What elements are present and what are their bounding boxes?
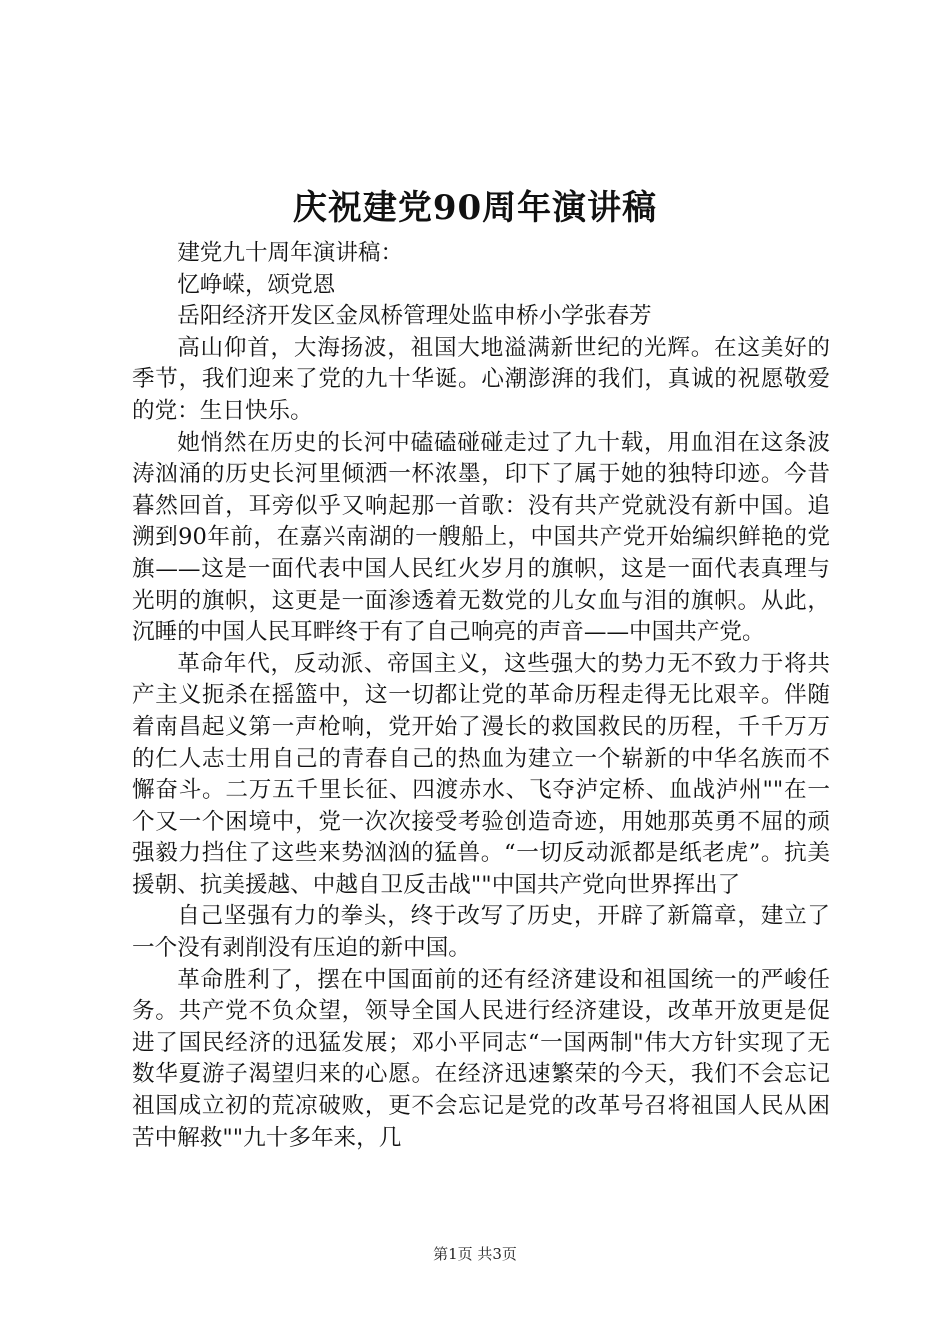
body-paragraph: 革命胜利了，摆在中国面前的还有经济建设和祖国统一的严峻任务。共产党不负众望，领导全国人民进行经济建设，改革开放更是促进了国民经济的迅猛发展；邓小平同志“一国两制"伟大方针实现了无数华夏游子渴望归来的心愿。在经济迅速繁荣的今天，我们不会忘记祖国成立初的荒凉破败，更不会忘记是党的改革号召将祖国人民从困苦中解救""九十多年来，几 xyxy=(132,966,830,1151)
body-paragraph: 建党九十周年演讲稿： xyxy=(177,240,404,266)
document-title: 庆祝建党90周年演讲稿 xyxy=(292,188,658,228)
body-paragraph: 革命年代，反动派、帝国主义，这些强大的势力无不致力于将共产主义扼杀在摇篮中，这一切都让党的革命历程走得无比艰辛。伴随着南昌起义第一声枪响，党开始了漫长的救国救民的历程，千千万万的仁人志士用自己的青春自己的热血为建立一个崭新的中华名族而不懈奋斗。二万五千里长征、四渡赤水、飞夺泸定桥、血战泸州""在一个又一个困境中，党一次次接受考验创造奇迹，用她那英勇不屈的顽强毅力挡住了这些来势汹汹的猛兽。“一切反动派都是纸老虎”。抗美援朝、抗美援越、中越自卫反击战""中国共产党向世界挥出了 xyxy=(132,650,830,898)
page-footer: 第1页 共3页 xyxy=(433,1245,517,1263)
body-paragraph: 高山仰首，大海扬波，祖国大地溢满新世纪的光辉。在这美好的季节，我们迎来了党的九十华诞。心潮澎湃的我们，真诚的祝愿敬爱的党：生日快乐。 xyxy=(132,334,830,424)
body-paragraph: 忆峥嵘，颂党恩 xyxy=(177,271,336,298)
body-paragraph: 她悄然在历史的长河中磕磕碰碰走过了九十载，用血泪在这条波涛汹涌的历史长河里倾洒一杯浓墨，印下了属于她的独特印迹。今昔暮然回首，耳旁似乎又响起那一首歌：没有共产党就没有新中国。追溯到90年前，在嘉兴南湖的一艘船上，中国共产党开始编织鲜艳的党旗——这是一面代表中国人民红火岁月的旗帜，这是一面代表真理与光明的旗帜，这更是一面渗透着无数党的儿女血与泪的旗帜。从此，沉睡的中国人民耳畔终于有了自己响亮的声音——中国共产党。 xyxy=(132,429,830,646)
body-paragraph: 自己坚强有力的拳头，终于改写了历史，开辟了新篇章，建立了一个没有剥削没有压迫的新中国。 xyxy=(132,903,830,962)
document-body xyxy=(132,238,830,1154)
body-paragraph: 岳阳经济开发区金凤桥管理处监申桥小学张春芳 xyxy=(177,303,652,330)
